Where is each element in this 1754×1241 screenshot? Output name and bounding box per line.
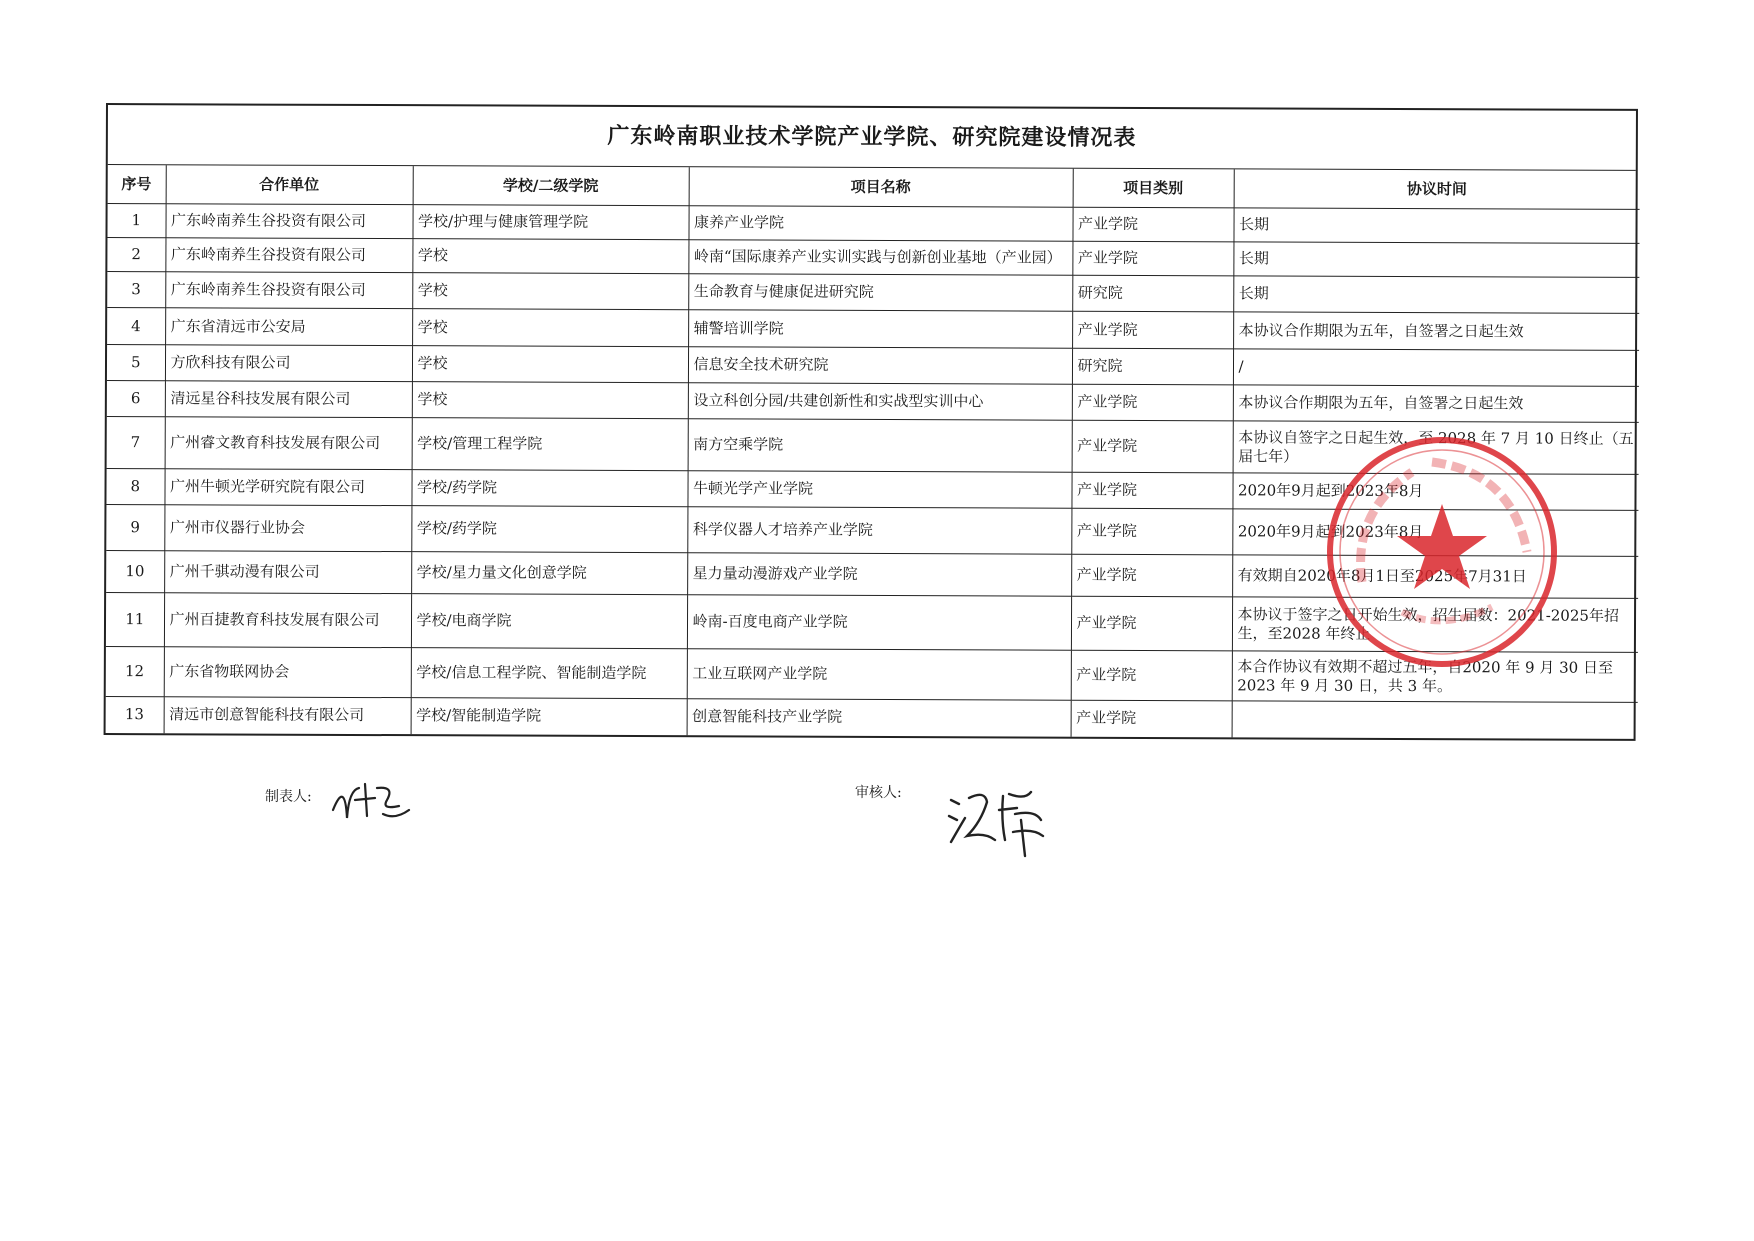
- agreement-time-cell: 2020年9月起到2023年8月: [1232, 473, 1638, 511]
- agreement-time-cell: 2020年9月起到2023年8月: [1232, 509, 1638, 557]
- row-index-cell: 3: [107, 272, 165, 308]
- agreement-time-cell: 有效期自2020年8月1日至2025年7月31日: [1232, 555, 1638, 599]
- row-index-cell: 12: [106, 647, 164, 697]
- preparer-signature: [325, 770, 415, 830]
- project-name-cell: 康养产业学院: [688, 206, 1072, 241]
- school-college-cell: 学校/药学院: [411, 470, 687, 507]
- agreement-time-cell: 本协议合作期限为五年，自签署之日起生效: [1233, 385, 1639, 423]
- agreement-time-cell: 本协议合作期限为五年，自签署之日起生效: [1233, 312, 1639, 351]
- partner-unit-cell: 清远市创意智能科技有限公司: [164, 697, 411, 734]
- project-category-cell: 产业学院: [1072, 311, 1233, 349]
- partner-unit-cell: 广东省物联网协会: [164, 647, 411, 698]
- agreement-time-cell: [1232, 701, 1638, 739]
- agreement-time-cell: 长期: [1233, 208, 1639, 244]
- project-category-cell: 产业学院: [1072, 207, 1233, 242]
- row-index-cell: 10: [106, 551, 164, 593]
- project-category-cell: 研究院: [1072, 348, 1233, 385]
- project-category-cell: 产业学院: [1072, 420, 1233, 473]
- table-row: [107, 308, 1639, 351]
- project-category-cell: 产业学院: [1071, 650, 1232, 701]
- preparer-label: 制表人:: [265, 789, 312, 805]
- school-college-cell: 学校/护理与健康管理学院: [412, 205, 688, 240]
- row-index-cell: 9: [106, 505, 164, 551]
- project-name-cell: 生命教育与健康促进研究院: [688, 274, 1072, 311]
- project-category-cell: 研究院: [1072, 275, 1233, 312]
- row-index-cell: 7: [107, 417, 165, 469]
- row-index-cell: 13: [106, 697, 164, 733]
- row-index-cell: 1: [107, 204, 165, 238]
- agreement-time-cell: 长期: [1233, 276, 1639, 314]
- school-college-cell: 学校/电商学院: [411, 594, 687, 649]
- project-name-cell: 辅警培训学院: [688, 310, 1072, 348]
- partner-unit-cell: 广州睿文教育科技发展有限公司: [165, 417, 412, 470]
- project-name-cell: 创意智能科技产业学院: [687, 699, 1071, 736]
- row-index-cell: 4: [107, 308, 165, 345]
- agreement-time-cell: 长期: [1233, 242, 1639, 278]
- partner-unit-cell: 广东岭南养生谷投资有限公司: [165, 272, 412, 309]
- project-name-cell: 科学仪器人才培养产业学院: [687, 507, 1071, 554]
- project-category-cell: 产业学院: [1071, 700, 1232, 737]
- project-name-cell: 南方空乘学院: [688, 419, 1072, 472]
- header-agreement-time: 协议时间: [1234, 169, 1640, 209]
- project-category-cell: 产业学院: [1072, 384, 1233, 421]
- project-name-cell: 牛顿光学产业学院: [687, 471, 1071, 508]
- project-category-cell: 产业学院: [1071, 596, 1232, 651]
- table-row: [107, 381, 1639, 423]
- header-partner: 合作单位: [166, 165, 413, 204]
- project-name-cell: 岭南“国际康养产业实训实践与创新创业基地（产业园）: [688, 240, 1072, 275]
- project-name-cell: 岭南-百度电商产业学院: [687, 595, 1071, 650]
- table-row: [107, 272, 1639, 314]
- header-index: 序号: [108, 165, 166, 204]
- school-college-cell: 学校/智能制造学院: [411, 698, 687, 735]
- school-college-cell: 学校/管理工程学院: [412, 418, 688, 471]
- table-row: [106, 697, 1638, 739]
- school-college-cell: 学校/药学院: [411, 506, 687, 553]
- header-project: 项目名称: [689, 167, 1073, 207]
- partner-unit-cell: 广州千骐动漫有限公司: [164, 551, 411, 594]
- page-title: 广东岭南职业技术学院产业学院、研究院建设情况表: [108, 105, 1636, 171]
- table-row: [107, 345, 1639, 387]
- project-category-cell: 产业学院: [1071, 554, 1232, 597]
- school-college-cell: 学校: [412, 346, 688, 383]
- row-index-cell: 6: [107, 381, 165, 417]
- reviewer-label: 审核人:: [855, 785, 902, 801]
- partner-unit-cell: 广东岭南养生谷投资有限公司: [165, 204, 412, 239]
- agreement-time-cell: 本协议自签字之日起生效，至 2028 年 7 月 10 日终止（五届七年）: [1233, 421, 1639, 475]
- reviewer-signature: [945, 780, 1055, 860]
- school-college-cell: 学校: [412, 273, 688, 310]
- header-school: 学校/二级学院: [413, 166, 689, 206]
- project-category-cell: 产业学院: [1071, 508, 1232, 555]
- partner-unit-cell: 广州牛顿光学研究院有限公司: [164, 469, 411, 506]
- row-index-cell: 5: [107, 345, 165, 381]
- partner-unit-cell: 清远星谷科技发展有限公司: [165, 381, 412, 418]
- agreement-time-cell: 本合作协议有效期不超过五年，自2020 年 9 月 30 日至2023 年 9 月 30 日，共 3 年。: [1232, 651, 1638, 703]
- project-name-cell: 星力量动漫游戏产业学院: [687, 553, 1071, 596]
- project-name-cell: 工业互联网产业学院: [687, 649, 1071, 700]
- school-college-cell: 学校/信息工程学院、智能制造学院: [411, 648, 687, 699]
- table-header-row: [108, 165, 1640, 209]
- project-name-cell: 信息安全技术研究院: [688, 347, 1072, 384]
- partner-unit-cell: 广州百捷教育科技发展有限公司: [164, 593, 411, 648]
- partner-unit-cell: 方欣科技有限公司: [165, 345, 412, 382]
- row-index-cell: 2: [107, 238, 165, 272]
- project-category-cell: 产业学院: [1072, 241, 1233, 276]
- school-college-cell: 学校: [412, 309, 688, 347]
- school-college-cell: 学校: [412, 239, 688, 274]
- row-index-cell: 11: [106, 593, 164, 647]
- official-seal-stamp: [1322, 432, 1562, 672]
- row-index-cell: 8: [106, 469, 164, 505]
- header-category: 项目类别: [1073, 169, 1234, 208]
- partner-unit-cell: 广东岭南养生谷投资有限公司: [165, 238, 412, 273]
- project-category-cell: 产业学院: [1071, 472, 1232, 509]
- partner-unit-cell: 广州市仪器行业协会: [164, 505, 411, 552]
- school-college-cell: 学校/星力量文化创意学院: [411, 552, 687, 595]
- project-name-cell: 设立科创分园/共建创新性和实战型实训中心: [688, 383, 1072, 420]
- agreement-time-cell: /: [1233, 349, 1639, 387]
- agreement-time-cell: 本协议于签字之日开始生效，招生届数：2021-2025年招生，至2028 年终止: [1232, 597, 1638, 653]
- school-college-cell: 学校: [412, 382, 688, 419]
- partner-unit-cell: 广东省清远市公安局: [165, 308, 412, 346]
